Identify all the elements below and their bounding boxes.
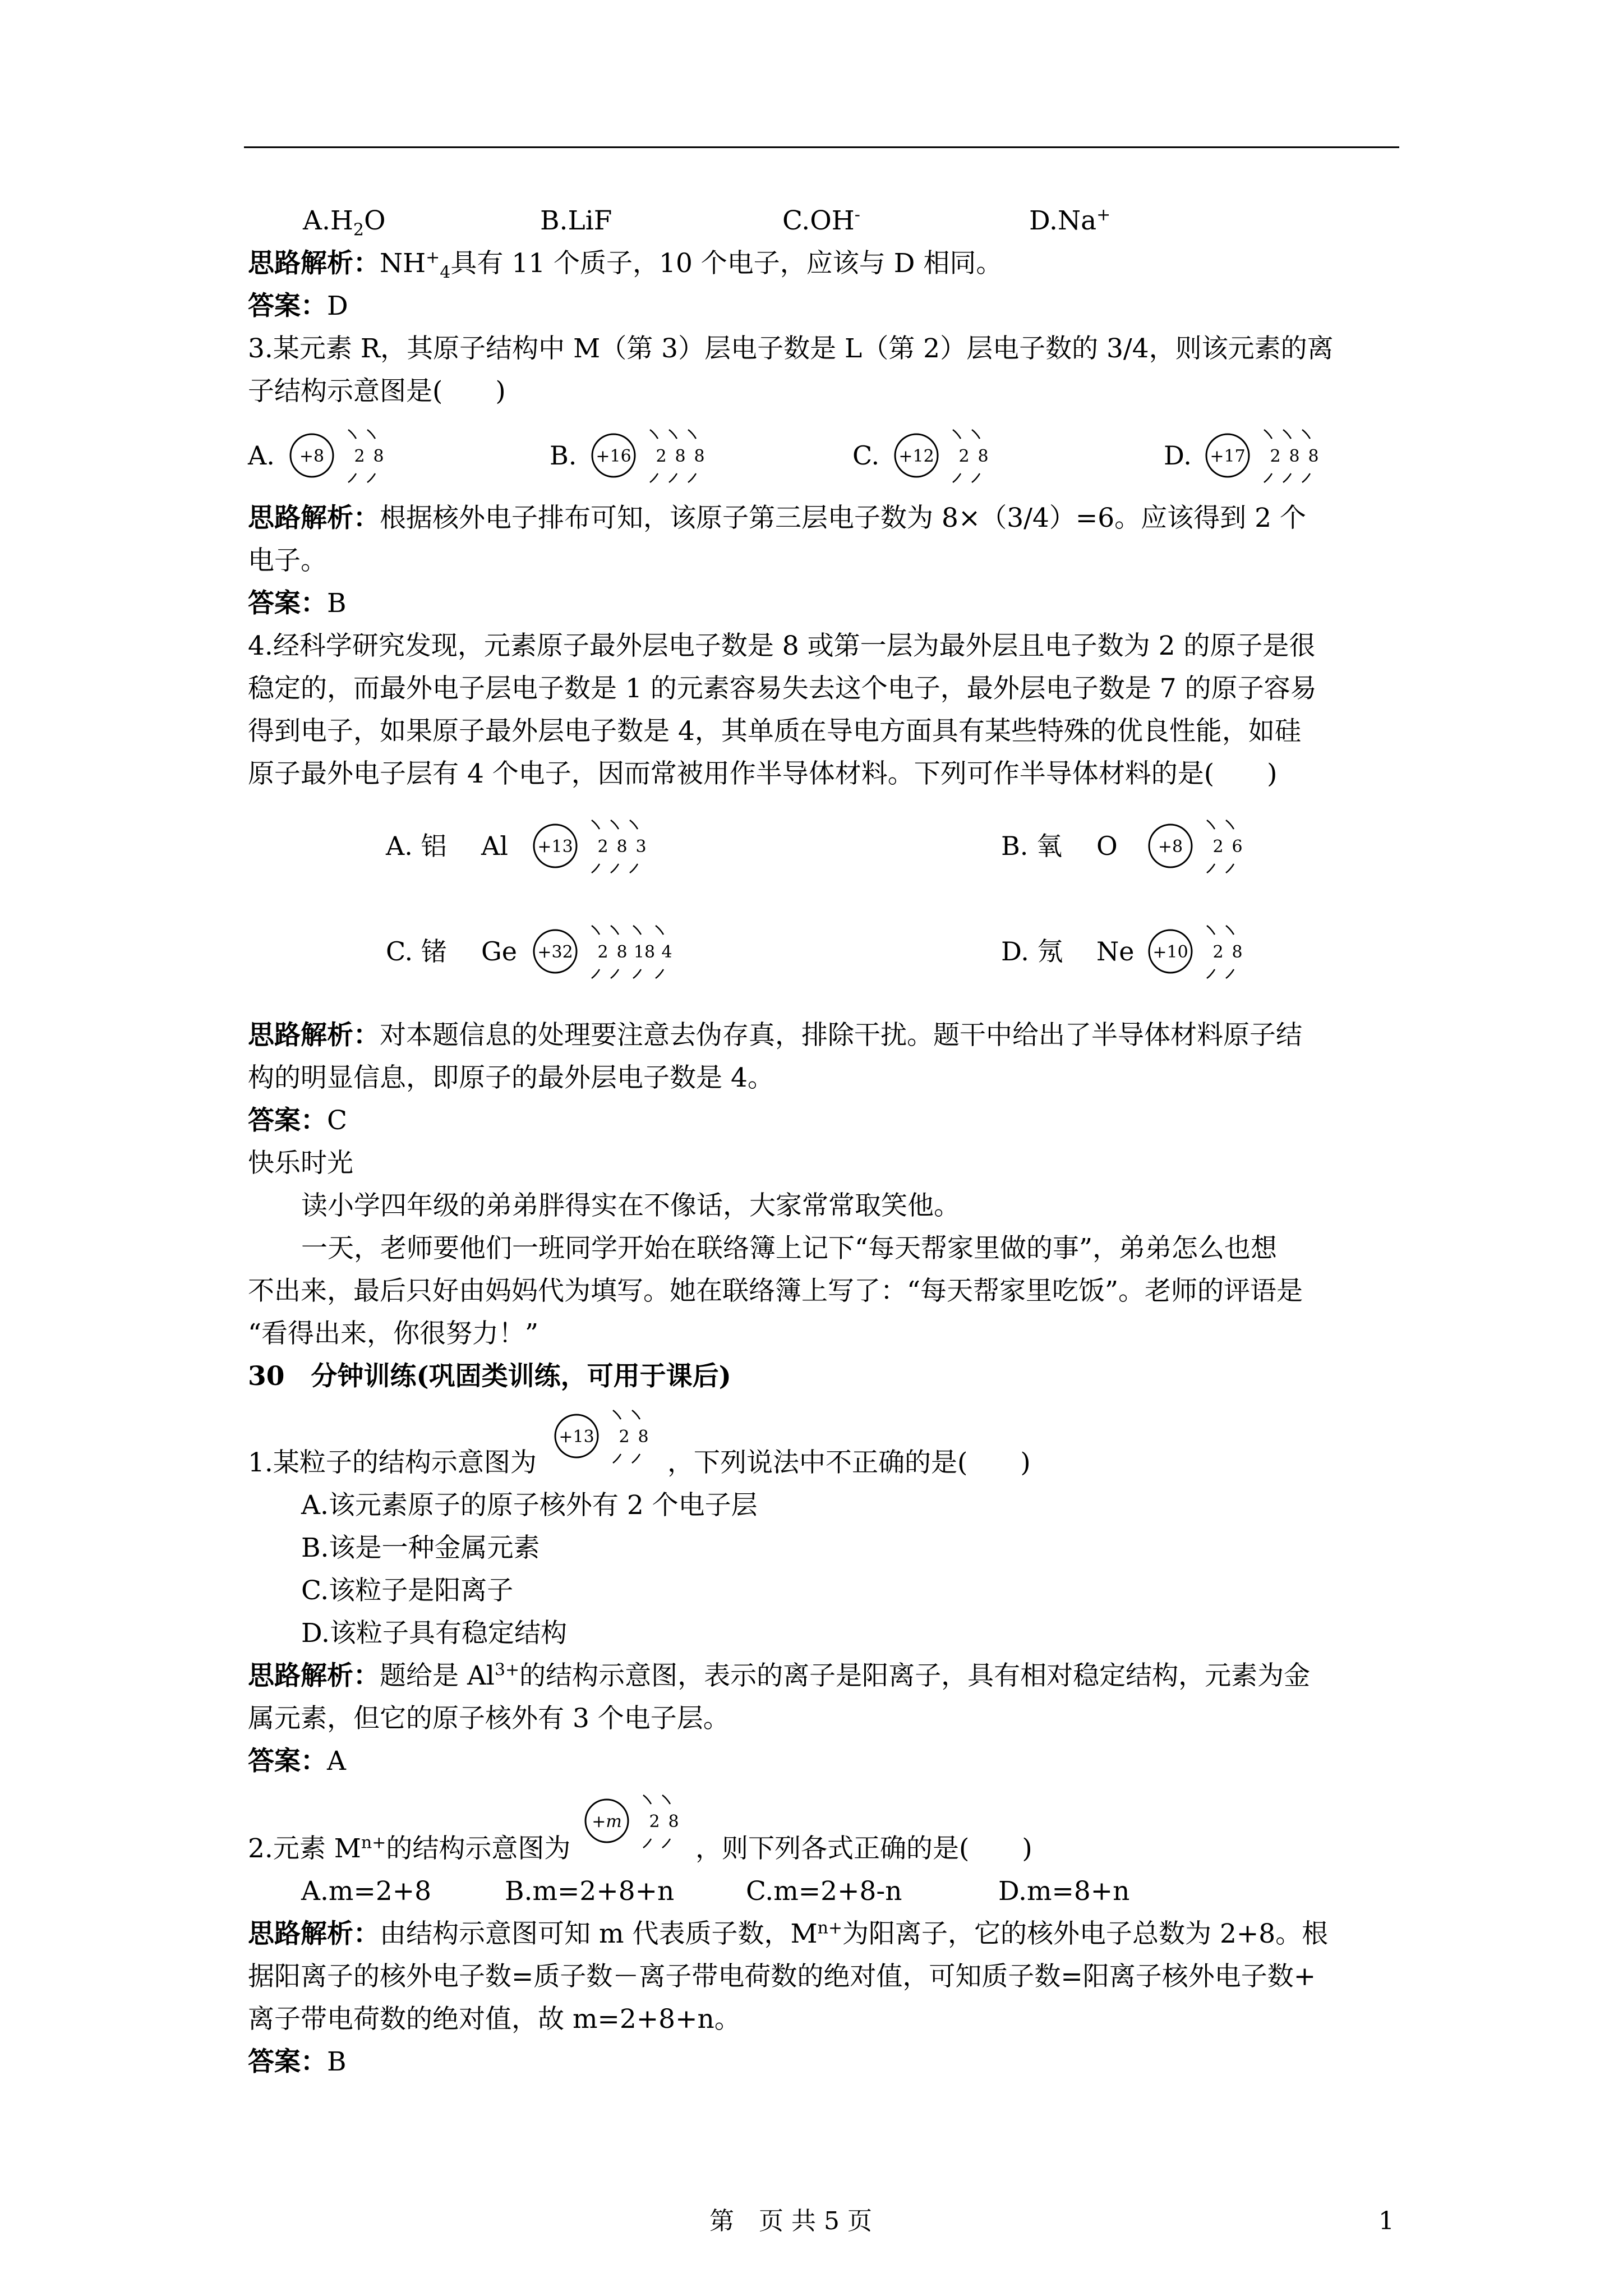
shell-electron-count: 8: [616, 837, 628, 857]
q2-option-d: D.Na+: [1029, 205, 1111, 236]
shell-arc-top: [1264, 430, 1272, 439]
shell-arc-top: [688, 430, 696, 439]
q4-diagram-a: [386, 812, 661, 884]
shell-electron-count: 18: [633, 942, 656, 962]
shell-arc-top: [669, 430, 677, 439]
q4-stem-line2: 稳定的，而最外电子层电子数是 1 的元素容易失去这个电子，最外层电子数是 7 的原子容易: [248, 673, 1317, 704]
diagram-letter: B.: [550, 440, 577, 471]
shell-arc-top: [592, 926, 600, 935]
shell-arc-top: [632, 1410, 640, 1419]
shell-arc-bottom: [1226, 864, 1234, 873]
q4-stem-line1: 4.经科学研究发现，元素原子最外层电子数是 8 或第一层为最外层且电子数为 2 的原子是很: [248, 631, 1316, 661]
shell-arc-bottom: [630, 864, 638, 873]
shell-electron-count: 2: [1212, 942, 1224, 962]
nucleus-charge: +m: [592, 1812, 622, 1832]
shell-arc-top: [613, 1410, 621, 1419]
nucleus-charge: +8: [299, 447, 325, 466]
shell-electron-count: 8: [373, 447, 384, 466]
p2-analysis-line3: 离子带电荷数的绝对值，故 m=2+8+n。: [248, 2004, 741, 2035]
p2-option-a: A.m=2+8: [301, 1876, 432, 1907]
q2-option-a: $A.H_2O$: [303, 205, 386, 240]
shell-arc-top: [656, 926, 663, 935]
shell-arc-top: [630, 820, 638, 829]
shell-arc-bottom: [972, 473, 980, 482]
structure-diagram-svg: [583, 1787, 693, 1857]
happy-paragraph-2-line2: 不出来，最后只好由妈妈代为填写。她在联络簿上写了：“每天帮家里吃饭”。老师的评语是: [248, 1276, 1303, 1306]
p2-stem-post: ，则下列各式正确的是( ): [695, 1833, 1032, 1864]
shell-arc-top: [1302, 430, 1310, 439]
q3-diagram-d: [1164, 422, 1333, 494]
shell-arc-top: [953, 430, 961, 439]
shell-electron-count: 8: [638, 1427, 649, 1447]
shell-arc-bottom: [367, 473, 375, 482]
shell-electron-count: 8: [616, 942, 628, 962]
diagram-element-symbol: Al: [481, 831, 508, 861]
shell-electron-count: 2: [649, 1812, 660, 1832]
q2-analysis: 思路解析：$NH^+_4$具有 11 个质子，10 个电子，应该与 D 相同。: [248, 247, 1003, 283]
shell-electron-count: 6: [1232, 837, 1243, 857]
q3-answer: 答案：B: [248, 588, 347, 619]
diagram-element-name: C. 锗: [386, 936, 447, 967]
shell-arc-bottom: [592, 969, 600, 978]
shell-arc-bottom: [613, 1454, 621, 1463]
shell-electron-count: 8: [675, 447, 686, 466]
shell-arc-bottom: [643, 1839, 651, 1848]
shell-arc-bottom: [1226, 969, 1234, 978]
shell-electron-count: 2: [619, 1427, 630, 1447]
p1-stem-post: ，下列说法中不正确的是( ): [667, 1447, 1031, 1478]
shell-electron-count: 2: [958, 447, 970, 466]
diagram-element-name: D. 氖: [1001, 936, 1063, 967]
footer-page-number: 1: [1378, 2207, 1394, 2235]
shell-electron-count: 2: [354, 447, 365, 466]
shell-arc-bottom: [611, 864, 619, 873]
q2-option-b: B.LiF: [540, 205, 612, 236]
p1-stem-pre: 1.某粒子的结构示意图为: [248, 1447, 537, 1478]
p1-option-a: A.该元素原子的原子核外有 2 个电子层: [301, 1490, 758, 1521]
footer-page-info: 第 页 共 5 页: [709, 2207, 872, 2235]
shell-arc-top: [1283, 430, 1291, 439]
p1-diagram: [553, 1402, 663, 1474]
structure-diagram-svg: [852, 422, 1003, 491]
q3-stem-line1: 3.某元素 R，其原子结构中 M（第 3）层电子数是 L（第 2）层电子数的 3/4，则该元素的离: [248, 333, 1334, 364]
shell-arc-bottom: [1283, 473, 1291, 482]
p1-answer: 答案：A: [248, 1746, 346, 1777]
diagram-element-symbol: Ge: [481, 936, 517, 967]
q3-diagram-a: [248, 422, 398, 494]
shell-arc-bottom: [688, 473, 696, 482]
diagram-letter: D.: [1164, 440, 1192, 471]
structure-diagram-svg: [1164, 422, 1333, 491]
shell-arc-top: [633, 926, 641, 935]
shell-arc-bottom: [669, 473, 677, 482]
shell-arc-bottom: [1207, 969, 1215, 978]
shell-arc-bottom: [650, 473, 658, 482]
q2-answer: 答案：D: [248, 291, 348, 321]
p2-option-d: D.m=8+n: [998, 1876, 1130, 1907]
p1-option-d: D.该粒子具有稳定结构: [301, 1618, 567, 1649]
diagram-element-symbol: Ne: [1096, 936, 1135, 967]
shell-arc-top: [1207, 926, 1215, 935]
shell-arc-top: [662, 1795, 670, 1804]
q3-stem-line2: 子结构示意图是( ): [248, 376, 506, 407]
nucleus-charge: +10: [1152, 942, 1188, 962]
p2-option-b: B.m=2+8+n: [505, 1876, 675, 1907]
shell-arc-top: [972, 430, 980, 439]
nucleus-charge: +32: [537, 942, 573, 962]
nucleus-charge: +13: [559, 1427, 594, 1447]
diagram-element-name: A. 铝: [386, 831, 447, 861]
shell-electron-count: 2: [1212, 837, 1224, 857]
shell-electron-count: 2: [597, 837, 608, 857]
diagram-letter: A.: [248, 440, 275, 471]
shell-electron-count: 8: [668, 1812, 679, 1832]
shell-arc-top: [650, 430, 658, 439]
p2-analysis-line2: 据阳离子的核外电子数=质子数－离子带电荷数的绝对值，可知质子数=阳离子核外电子数+: [248, 1961, 1316, 1992]
shell-arc-top: [611, 820, 619, 829]
q4-diagram-d: [1001, 918, 1257, 990]
diagram-element-symbol: O: [1096, 831, 1118, 861]
happy-paragraph-2-line3: “看得出来，你很努力！”: [248, 1318, 539, 1349]
shell-electron-count: 8: [694, 447, 705, 466]
shell-electron-count: 8: [978, 447, 989, 466]
q4-diagram-b: [1001, 812, 1257, 884]
nucleus-charge: +8: [1158, 837, 1183, 857]
shell-arc-top: [1207, 820, 1215, 829]
q3-analysis-line1: 思路解析：根据核外电子排布可知，该原子第三层电子数为 8×（3/4）=6。应该得到 2 个: [248, 503, 1306, 533]
structure-diagram-svg: [550, 422, 719, 491]
shell-arc-top: [592, 820, 600, 829]
q3-analysis-line2: 电子。: [248, 545, 327, 576]
shell-arc-top: [1226, 926, 1234, 935]
header-rule: [244, 146, 1399, 148]
structure-diagram-svg: [248, 422, 398, 491]
shell-electron-count: 3: [635, 837, 647, 857]
structure-diagram-svg: [1001, 918, 1257, 987]
diagram-letter: C.: [852, 440, 880, 471]
shell-arc-bottom: [656, 969, 663, 978]
section-title: 30 分钟训练(巩固类训练，可用于课后): [248, 1361, 731, 1392]
p2-option-c: C.m=2+8-n: [746, 1876, 902, 1907]
nucleus-charge: +16: [596, 447, 631, 466]
p2-diagram: [583, 1787, 693, 1859]
shell-arc-top: [367, 430, 375, 439]
q4-analysis-line1: 思路解析：对本题信息的处理要注意去伪存真，排除干扰。题干中给出了半导体材料原子结: [248, 1020, 1302, 1051]
shell-arc-top: [348, 430, 356, 439]
shell-arc-bottom: [1264, 473, 1272, 482]
p1-option-c: C.该粒子是阳离子: [301, 1575, 514, 1606]
shell-electron-count: 2: [1270, 447, 1281, 466]
q4-diagram-c: [386, 918, 686, 990]
structure-diagram-svg: [1001, 812, 1257, 882]
shell-arc-bottom: [633, 969, 641, 978]
structure-diagram-svg: [386, 918, 686, 987]
shell-arc-bottom: [632, 1454, 640, 1463]
shell-electron-count: 4: [661, 942, 672, 962]
shell-electron-count: 8: [1308, 447, 1319, 466]
shell-arc-top: [643, 1795, 651, 1804]
p2-answer: 答案：B: [248, 2046, 347, 2077]
diagram-element-name: B. 氧: [1001, 831, 1063, 861]
q4-stem-line3: 得到电子，如果原子最外层电子数是 4，其单质在导电方面具有某些特殊的优良性能，如硅: [248, 716, 1301, 747]
shell-arc-bottom: [662, 1839, 670, 1848]
happy-title: 快乐时光: [248, 1148, 353, 1179]
shell-electron-count: 2: [656, 447, 667, 466]
shell-arc-bottom: [611, 969, 619, 978]
q4-stem-line4: 原子最外电子层有 4 个电子，因而常被用作半导体材料。下列可作半导体材料的是( ): [248, 758, 1278, 789]
structure-diagram-svg: [386, 812, 661, 882]
shell-arc-top: [1226, 820, 1234, 829]
q3-diagram-b: [550, 422, 719, 494]
p2-stem-pre: 2.元素 $M^{n+}$的结构示意图为: [248, 1833, 571, 1864]
shell-arc-bottom: [953, 473, 961, 482]
p1-analysis-line1: 思路解析：题给是 $Al^{3+}$的结构示意图，表示的离子是阳离子，具有相对稳定结构，元素为金: [248, 1660, 1311, 1691]
shell-arc-bottom: [348, 473, 356, 482]
shell-electron-count: 8: [1232, 942, 1243, 962]
happy-paragraph-1: 读小学四年级的弟弟胖得实在不像话，大家常常取笑他。: [301, 1190, 960, 1221]
shell-arc-bottom: [592, 864, 600, 873]
p1-option-b: B.该是一种金属元素: [301, 1533, 540, 1563]
q4-answer: 答案：C: [248, 1105, 347, 1136]
nucleus-charge: +17: [1210, 447, 1246, 466]
happy-paragraph-2-line1: 一天，老师要他们一班同学开始在联络簿上记下“每天帮家里做的事”，弟弟怎么也想: [301, 1233, 1278, 1264]
shell-electron-count: 8: [1289, 447, 1300, 466]
nucleus-charge: +12: [898, 447, 934, 466]
q3-diagram-c: [852, 422, 1003, 494]
p1-analysis-line2: 属元素，但它的原子核外有 3 个电子层。: [248, 1703, 730, 1734]
q4-analysis-line2: 构的明显信息，即原子的最外层电子数是 4。: [248, 1062, 774, 1093]
shell-arc-bottom: [1302, 473, 1310, 482]
p2-analysis-line1: 思路解析：由结构示意图可知 m 代表质子数，$M^{n+}$为阳离子，它的核外电子总数为 2+8。根: [248, 1918, 1329, 1949]
shell-arc-top: [611, 926, 619, 935]
shell-arc-bottom: [1207, 864, 1215, 873]
structure-diagram-svg: [553, 1402, 663, 1472]
nucleus-charge: +13: [537, 837, 573, 857]
shell-electron-count: 2: [597, 942, 608, 962]
q2-option-c: C.OH-: [782, 205, 860, 236]
